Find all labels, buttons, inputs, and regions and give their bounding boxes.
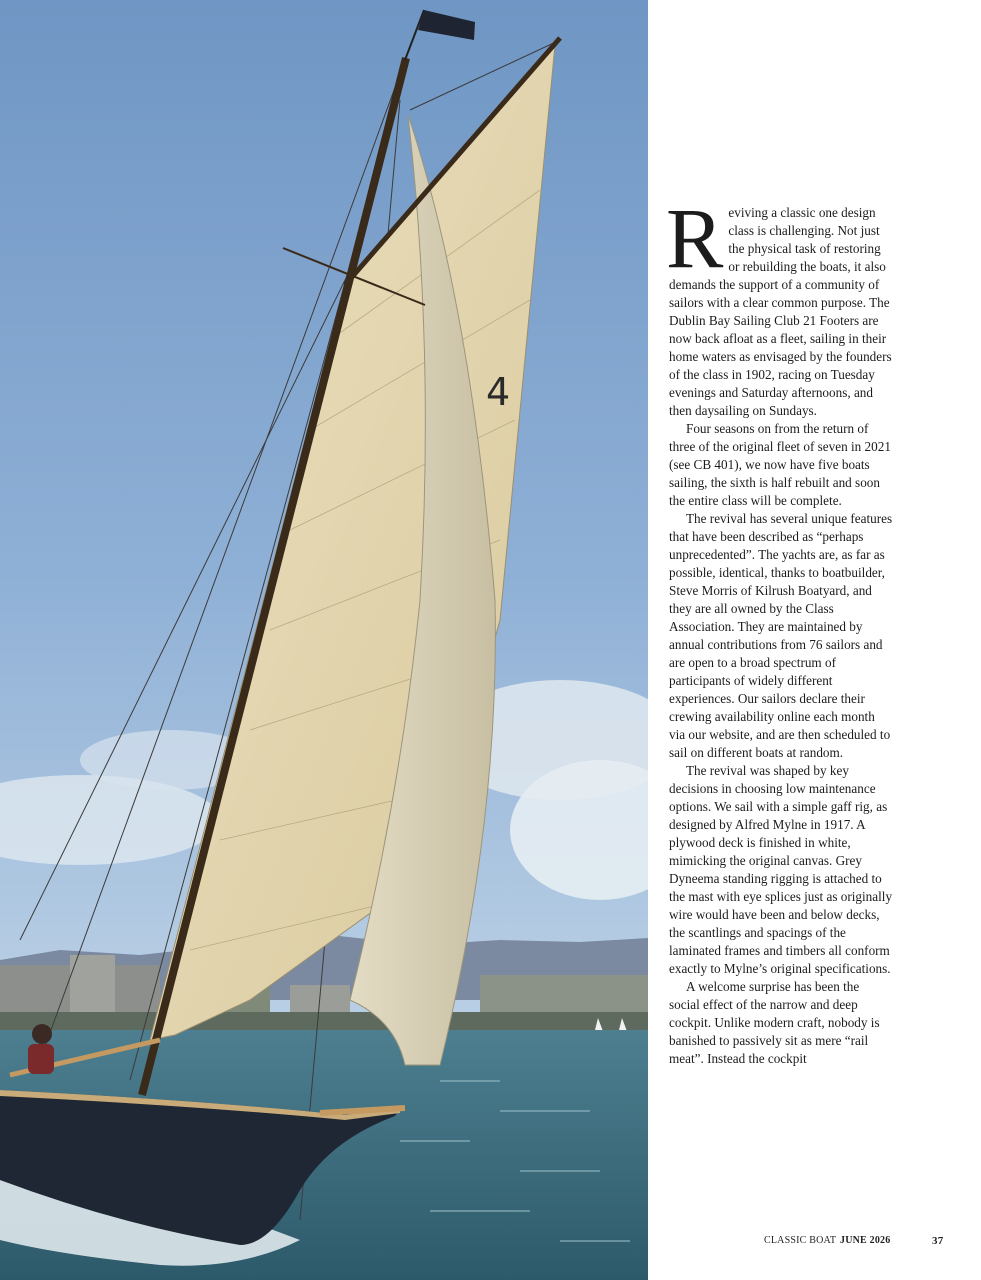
- page-number: 37: [932, 1235, 944, 1247]
- paragraph-1-text: eviving a classic one design class is challenging. Not just the physical task of restoring or rebuilding the boats, it also demands the support of a community of sailors with a clear common purpose. The Dublin Bay Sailing Club 21 Footers are now back afloat as a fleet, sailing in their home waters as envisaged by the founders of the class in 1902, racing on Tuesday evenings and Saturday afternoons, and then daysailing on Sundays.: [669, 205, 892, 418]
- issue-date: JUNE 2026: [840, 1235, 891, 1246]
- article-paragraph-4: The revival was shaped by key decisions in choosing low maintenance options. We sail with a simple gaff rig, as designed by Alfred Mylne in 1917. A plywood deck is finished in white, mimicking the original canvas. Grey Dyneema standing rigging is attached to the mast with eye splices just as originally wire would have been and below decks, the scantlings and spacings of the laminated frames and timbers all conform exactly to Mylne’s original specifications.: [669, 763, 893, 976]
- article-paragraph-3: The revival has several unique features that have been described as “perhaps unprecedented”. The yachts are, as far as possible, identical, thanks to boatbuilder, Steve Morris of Kilrush Boatyard, and they are all owned by the Class Association. They are maintained by annual contributions from 76 sailors and are open to a broad spectrum of participants of widely different experiences. Our sailors declare their crewing availability online each month via our website, and are then scheduled to sail on different boats at random.: [669, 511, 893, 760]
- article-column: [666, 190, 893, 1068]
- article-paragraph-5: A welcome surprise has been the social effect of the narrow and deep cockpit. Unlike modern craft, nobody is banished to passively sit as mere “rail meat”. Instead the cockpit: [669, 979, 880, 1066]
- article-paragraph-1: [666, 190, 893, 420]
- drop-cap: R: [666, 190, 724, 286]
- article-paragraph-2: Four seasons on from the return of three of the original fleet of seven in 2021 (see CB 401), we now have five boats sailing, the sixth is half rebuilt and soon the entire class will be complete.: [669, 421, 891, 508]
- magazine-name: CLASSIC BOAT: [764, 1235, 837, 1246]
- sail-number: 4: [486, 370, 511, 414]
